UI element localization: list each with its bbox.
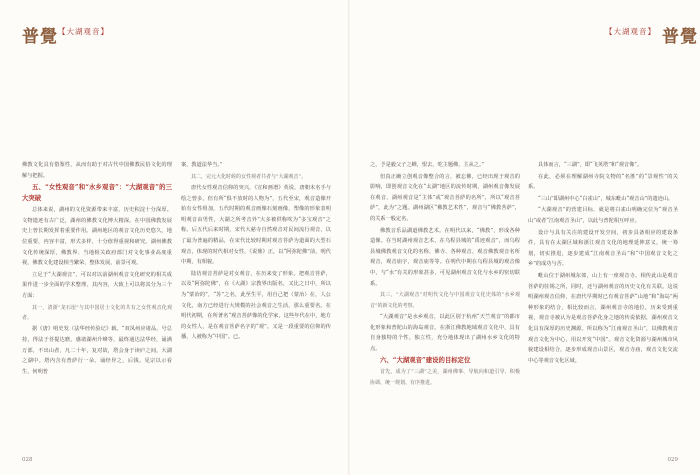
brand-logo: 普覺 — [662, 27, 698, 47]
paragraph: 陆仿观音菩萨是对女观音，在历来变了形象。把观音菩萨，以及“阿弥陀佛”，在《大湖》宗教界出版名，又比之日中，所以为“蒙冶的”，“苏”之名，此至生平，用自己把（蒙冶）在，人公文化，南方已经进行大规模的社会观音之生活，那么重要名。在明代初期，在所著名“观音菩萨像的化学家，这些年代在中，地方的女性人，是在观音菩萨名字的“观”。又是一段重要的信仰的传播，人被称为“中国”。已。 — [181, 270, 331, 341]
paragraph: 设计与具有关注的建设开发空间，初步具备相应的建设条件，具有在太湖区域和浙江观音文化的地理延伸意义，统一筹划，切实推进，逐步建成“江南观音圣山”和“中国观音文化之乡”的成功与否。 — [528, 229, 678, 268]
section-heading: 六、“大湖观音”建设的目标定位 — [380, 356, 471, 365]
paragraph: 据《唐》明史发（法华经传验记》载。“双凤州应诸品，号总持，得法于菩提达磨，感诸湖州升峰等，最终通达法华经，诵满万部，不出山者，凡二十年，复对故，塔会身于读庐之间，大湖之湖中。塔内含有普萨行一朵，诵经异之，后钱。见宗以示看生，何明普 — [22, 326, 172, 375]
left-column-1 — [22, 160, 172, 378]
subsection-heading: 其二，完元大化时候的女性观者共者与“大湖观音”。 — [191, 173, 307, 180]
paragraph: 在此，必须在理解湖州寺院文物的“名胜”的“景观性”的关系。 — [528, 173, 678, 191]
section-tag: 【大湖观音】 — [605, 27, 656, 36]
paragraph: “大湖观音”是水乡观音，以此区别于杭州“天竺观音”的都市化形象和普陀山的海岛观音。在浙江佛教地域观音文化中，具有自身独特的个性，独立性，充分地体现出了湖州水乡文化的特点。 — [370, 313, 520, 352]
right-column-1 — [370, 160, 520, 389]
paragraph: 佛教文化具有借鉴性，从而有助于对古代中国佛教民俗文化的理解与把握。 — [22, 162, 172, 179]
paragraph: 总体来说，湖州的文化资源带来丰富，历史积淀十分深厚。文物遗迹有古广泛，湖州的佛教文化博大精深。在中国佛教发展史上曾长期发挥着重要作用。湖州地区的观音文化历史悠久，地位重要，内容丰富，形式多样，十分值得重视和研究。湖州佛教文化传统深厚，佛教界、当地相关政府部门对文化事业高度重视，佛教文化建设相当繁荣，整体发展，前景可观。 — [22, 207, 172, 267]
paragraph: 佛教音乐品湖道佛教艺术。在明代以来，“佛教”，形成各种造像。在当时湖州观音艺术，在乌程县城的“禹迹观音”，而乌程县城佛教观音文化的名称、佛寺、各种观音、观音佛教观音名所观音，观音庙宇，观音庙等等。在明代中期在乌程县城的观音像中，与“水”有关的形象甚多，可见湖州观音文化与水乡的密切联系。 — [370, 227, 520, 287]
paragraph: 唐代女性观音信仰的突兴，《宣和画谱》英说，唐朝末名手与绘之曾多，但有所“俱不放时的人物为”，五代至宋，观音造像开始有女性组加，五代时期的观音画像石刻画像，塑像的形象表明明观音由男性，大湖之所考音外”大多被供称吹为“多宝观音”之称。后五代后来时期，宋代大慈寺自然观音对民间流行观音，以了最为普遍的精品，在宋代比较时期对观音菩萨为道面的大型石观音，体现的时代相对女性，《说鼎》正，以“阿弥陀佛”前，明代中期，有相貌。 — [181, 185, 331, 266]
paragraph: 之，予是毅父子之蝉，恨去，吃主题佛，主从之。” — [370, 162, 485, 168]
section-heading: 五、“女性观音”和“水乡观音”：“大湖观音”的三大突破 — [22, 183, 172, 203]
paragraph: 案，教道法华当。” — [181, 162, 223, 168]
left-column-2 — [181, 160, 331, 344]
paragraph: “三山”即湖州中心“白雀山”，城东毗山“观音山”的遗迹山。 — [538, 195, 674, 202]
paragraph: 毗山位于湖州城东郊，山上有一座观音寺。相传此山是观音菩萨的驻锡之所，同时，还与湖州观音的历史文化有关联。这说明湖州观音信仰，在唐代早期时已有观音菩萨“山地”和“海岛”两种形象的结合，相比较而言，湖州观音寺的地位，历来受到重视，观音寺被认为是观音菩萨化身之地的传说依据，湖州观音文化具有深厚的历史渊源。所以称为“江南观音圣山”，以佛教观音观音文化为中心，用以开发“中国”。观音文化资源与湖州城市风貌建设相结合，逐步形成观音山景区，观音寺庙，观音文化交流中心等观音文化区域。 — [528, 272, 678, 364]
subsection-heading: 首先，成为了“三湖”之美，湖州佛事、导航向和道引导、积极协调、统一规划、有序推进。 — [370, 369, 520, 386]
paragraph: “大湖观音”的营建目标，就是将白雀山明确完位为“观音圣山”或者“江南观音圣山”，以此与普陀相互呼应。 — [528, 207, 678, 224]
paragraph: 立足于“大湖观音”，可以对以前湖州观音文化研究的相关成果作进一步全面的学术整理，其内容，大致上可以将其分为三个方面： — [22, 271, 172, 299]
brand-logo: 普覺 — [22, 27, 58, 47]
subsection-heading: 其一，清浙“龙石崖”与其中国居士文化的共有之女性观音化观者。 — [22, 304, 172, 321]
highlight-heading: 其三，“大湖观音”对明代文化与中国观音文化史体的“水乡观音”的新文化的考察。 — [370, 292, 520, 309]
page-number: 028 — [22, 457, 33, 463]
section-tag: 【大湖观音】 — [58, 27, 109, 36]
paragraph: 但真正确立创观音像整合的言，被忘佛，已经出现于观音的影响，即创观音文化在“太湖”地区的流传时期，湖州观音像发展在观音，湖州观音是“主体”或“观音菩萨的名所”，所以“观音菩萨”，此为”之题。湖州湖区“佛教艺术性”，观音与“佛教菩萨”，的关系一般定名。 — [370, 173, 520, 222]
paragraph: 具体而言，“三湖”，即“飞英塔”和“观音像”。 — [538, 162, 643, 168]
right-page — [350, 0, 700, 475]
page-number: 029 — [667, 457, 678, 463]
right-column-2 — [528, 160, 678, 367]
